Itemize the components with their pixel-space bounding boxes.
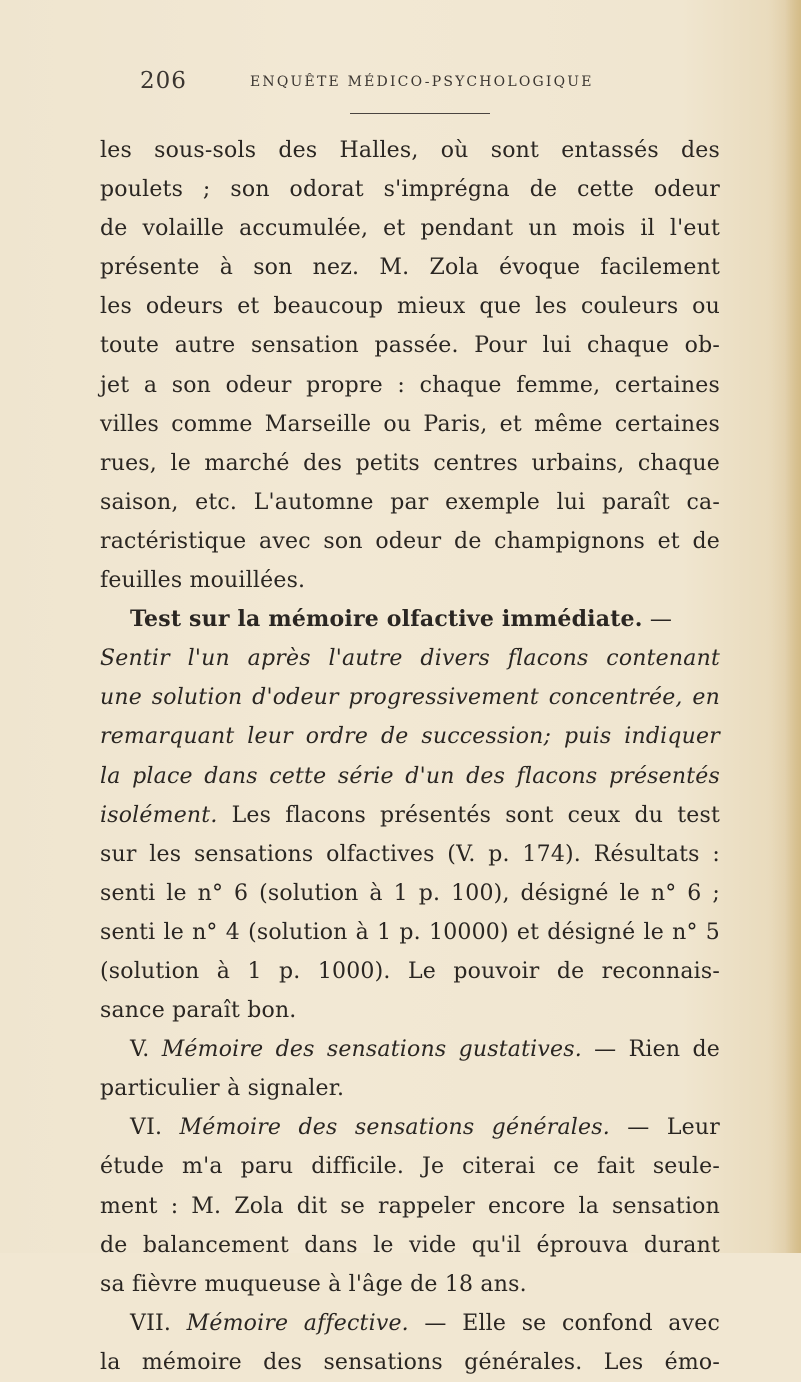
text-line: la mémoire des sensations générales. Les émo- (100, 1349, 720, 1375)
text-line: ment : M. Zola dit se rappeler encore la sensation (100, 1193, 720, 1219)
text-line: de balancement dans le vide qu'il éprouva durant (100, 1232, 720, 1258)
text-line: étude m'a paru difficile. Je citerai ce fait seule- (100, 1154, 720, 1180)
text-line: toute autre sensation passée. Pour lui chaque ob- (100, 333, 720, 359)
text-line: les sous-sols des Halles, où sont entassés des (100, 138, 720, 163)
section-heading: Test sur la mémoire olfactive immédiate. (130, 606, 643, 633)
header-rule (350, 113, 490, 114)
running-title: ENQUÊTE MÉDICO-PSYCHOLOGIQUE (250, 74, 594, 90)
text-line: jet a son odeur propre : chaque femme, certaines (100, 372, 720, 398)
section-heading-line: V. Mémoire des sensations gustatives. — Rien de (130, 1037, 720, 1063)
section-heading-line: Test sur la mémoire olfactive immédiate. — (130, 606, 673, 633)
text-line: senti le n° 4 (solution à 1 p. 10000) et désigné le n° 5 (100, 919, 720, 945)
text-line: senti le n° 6 (solution à 1 p. 100), désigné le n° 6 ; (100, 880, 720, 906)
text-line: particulier à signaler. (100, 1076, 345, 1102)
section-heading-line: VII. Mémoire affective. — Elle se confond avec (130, 1310, 720, 1336)
text-line: de volaille accumulée, et pendant un mois il l'eut (100, 216, 720, 242)
text-line: remarquant leur ordre de succession; puis indiquer (100, 724, 720, 750)
text-line: sa fièvre muqueuse à l'âge de 18 ans. (100, 1271, 527, 1297)
text-line: villes comme Marseille ou Paris, et même certaines (100, 411, 720, 437)
text-line: une solution d'odeur progressivement concentrée, en (100, 685, 720, 711)
text-line: sance paraît bon. (100, 998, 297, 1024)
text-line: feuilles mouillées. (100, 568, 306, 594)
section-heading: Mémoire des sensations générales. (179, 1115, 610, 1141)
page-number: 206 (140, 68, 187, 94)
section-heading: Mémoire des sensations gustatives. (161, 1037, 582, 1063)
text-line: poulets ; son odorat s'imprégna de cette odeur (100, 177, 720, 203)
text-line: les odeurs et beaucoup mieux que les couleurs ou (100, 294, 720, 320)
body-text (100, 131, 720, 1382)
page-header (140, 68, 720, 98)
text-line: isolément. Les flacons présentés sont ceux du test (100, 802, 720, 828)
section-heading: Mémoire affective. (186, 1310, 409, 1336)
text-line: rues, le marché des petits centres urbains, chaque (100, 450, 720, 476)
section-heading-line: VI. Mémoire des sensations générales. — Leur (130, 1115, 720, 1141)
text-line: saison, etc. L'automne par exemple lui paraît ca- (100, 489, 720, 515)
text-line: la place dans cette série d'un des flacons présentés (100, 763, 720, 789)
text-line: sur les sensations olfactives (V. p. 174). Résultats : (100, 841, 720, 867)
text-line: (solution à 1 p. 1000). Le pouvoir de reconnais- (100, 958, 720, 984)
page-edge-shadow (785, 0, 801, 1253)
text-line: présente à son nez. M. Zola évoque facilement (100, 255, 720, 281)
text-line: Sentir l'un après l'autre divers flacons contenant (100, 646, 720, 672)
text-line: ractéristique avec son odeur de champignons et de (100, 528, 720, 554)
